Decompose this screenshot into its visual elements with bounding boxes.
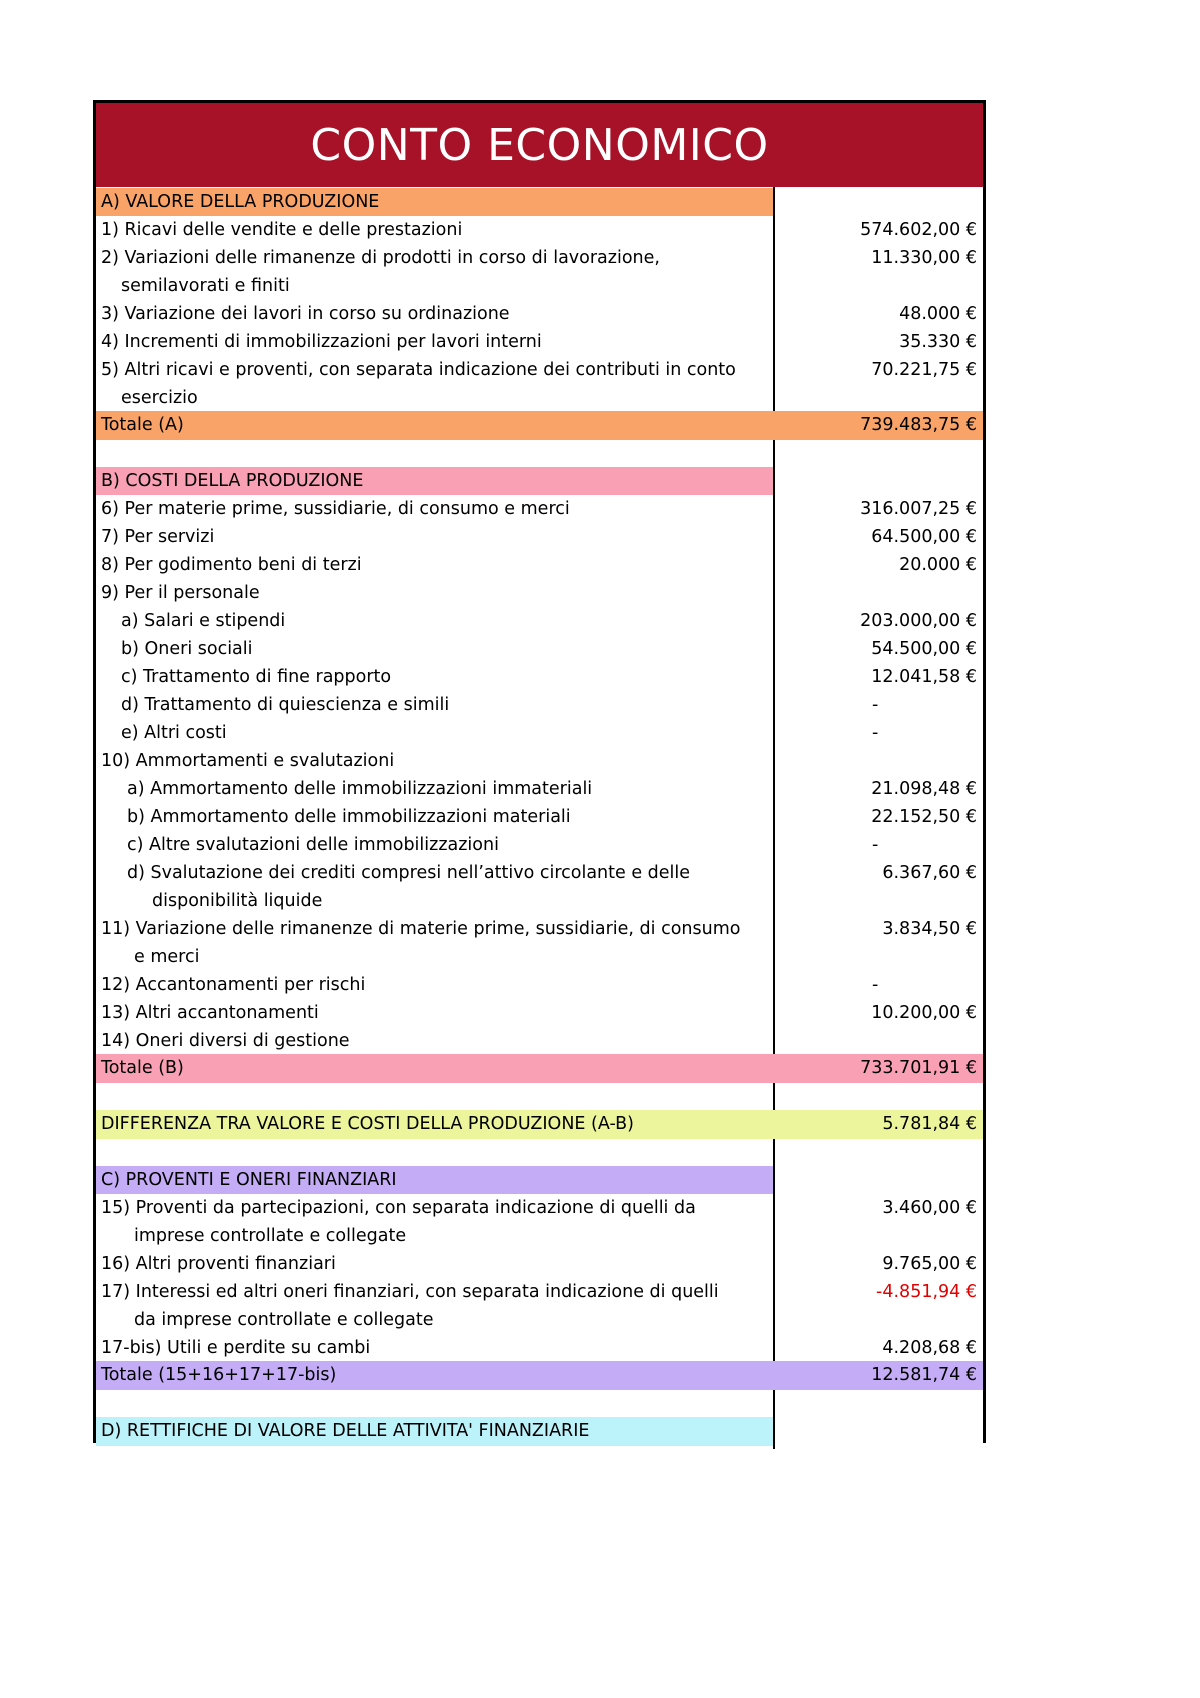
- row-value: -: [872, 695, 879, 715]
- total-c-value: 12.581,74 €: [871, 1365, 977, 1385]
- row-label: 13) Altri accantonamenti: [101, 1003, 319, 1023]
- table-row: [96, 300, 983, 328]
- row-label: e) Altri costi: [121, 723, 227, 743]
- table-row: [96, 1194, 983, 1222]
- row-label-continuation: da imprese controllate e collegate: [134, 1310, 434, 1330]
- table-row: [96, 803, 983, 831]
- row-value: 64.500,00 €: [871, 527, 977, 547]
- row-label-continuation: esercizio: [121, 388, 198, 408]
- row-value: 48.000 €: [899, 304, 977, 324]
- table-row: [96, 971, 983, 999]
- table-row: [96, 663, 983, 691]
- table-row: [96, 719, 983, 747]
- row-value: 21.098,48 €: [871, 779, 977, 799]
- row-value: 12.041,58 €: [871, 667, 977, 687]
- section-a-header: A) VALORE DELLA PRODUZIONE: [96, 188, 773, 216]
- row-label-continuation: e merci: [134, 947, 200, 967]
- section-c-header-row: [96, 1166, 983, 1194]
- table-row: [96, 1278, 983, 1306]
- row-value: 4.208,68 €: [882, 1338, 977, 1358]
- row-label: b) Ammortamento delle immobilizzazioni materiali: [127, 807, 571, 827]
- row-value-negative: -4.851,94 €: [876, 1282, 977, 1302]
- row-label: c) Altre svalutazioni delle immobilizzazioni: [127, 835, 499, 855]
- table-row: [96, 216, 983, 244]
- table-row: [96, 775, 983, 803]
- row-label: 14) Oneri diversi di gestione: [101, 1031, 350, 1051]
- table-row-continuation: [96, 943, 983, 971]
- page-title: CONTO ECONOMICO: [96, 103, 983, 187]
- section-c-header: C) PROVENTI E ONERI FINANZIARI: [96, 1166, 773, 1194]
- section-d-header: D) RETTIFICHE DI VALORE DELLE ATTIVITA' FINANZIARIE: [96, 1417, 773, 1446]
- row-label: 2) Variazioni delle rimanenze di prodotti in corso di lavorazione,: [101, 248, 660, 268]
- table-row-continuation: [96, 272, 983, 300]
- table-row: [96, 635, 983, 663]
- row-label: c) Trattamento di fine rapporto: [121, 667, 392, 687]
- row-value: 574.602,00 €: [860, 220, 977, 240]
- table-row: [96, 915, 983, 943]
- row-value: -: [872, 975, 879, 995]
- section-b-header: B) COSTI DELLA PRODUZIONE: [96, 467, 773, 495]
- table-row: [96, 607, 983, 635]
- row-label-continuation: semilavorati e finiti: [121, 276, 290, 296]
- total-b-value: 733.701,91 €: [860, 1058, 977, 1078]
- row-label: b) Oneri sociali: [121, 639, 253, 659]
- table-row: [96, 328, 983, 356]
- income-statement-table: [93, 100, 986, 1443]
- table-row-continuation: [96, 1306, 983, 1334]
- row-value: 11.330,00 €: [871, 248, 977, 268]
- row-label: 11) Variazione delle rimanenze di materie prime, sussidiarie, di consumo: [101, 919, 741, 939]
- row-label: d) Trattamento di quiescienza e simili: [121, 695, 450, 715]
- row-value: 9.765,00 €: [882, 1254, 977, 1274]
- row-value: 20.000 €: [899, 555, 977, 575]
- table-row-continuation: [96, 887, 983, 915]
- row-label: 3) Variazione dei lavori in corso su ordinazione: [101, 304, 510, 324]
- row-value: 316.007,25 €: [860, 499, 977, 519]
- row-value: 35.330 €: [899, 332, 977, 352]
- row-label-continuation: imprese controllate e collegate: [134, 1226, 407, 1246]
- row-value: 70.221,75 €: [871, 360, 977, 380]
- total-b-row: [96, 1054, 983, 1083]
- total-a-value: 739.483,75 €: [860, 415, 977, 435]
- row-label: d) Svalutazione dei crediti compresi nell’attivo circolante e delle: [127, 863, 691, 883]
- table-row-continuation: [96, 384, 983, 412]
- section-d-header-row: [96, 1417, 983, 1446]
- total-c-label: Totale (15+16+17+17-bis): [101, 1365, 337, 1385]
- section-a-header-row: [96, 188, 983, 216]
- table-row: [96, 691, 983, 719]
- table-row: [96, 244, 983, 272]
- row-label: 5) Altri ricavi e proventi, con separata indicazione dei contributi in conto: [101, 360, 736, 380]
- table-row: [96, 551, 983, 579]
- section-b-header-row: [96, 467, 983, 495]
- table-row: [96, 747, 983, 775]
- row-label: 9) Per il personale: [101, 583, 260, 603]
- row-label: 15) Proventi da partecipazioni, con separata indicazione di quelli da: [101, 1198, 696, 1218]
- row-value: -: [872, 723, 879, 743]
- row-value: 10.200,00 €: [871, 1003, 977, 1023]
- row-value: 3.834,50 €: [882, 919, 977, 939]
- row-label: 17) Interessi ed altri oneri finanziari, con separata indicazione di quelli: [101, 1282, 719, 1302]
- row-label: a) Ammortamento delle immobilizzazioni immateriali: [127, 779, 593, 799]
- table-row: [96, 859, 983, 887]
- row-value: 203.000,00 €: [860, 611, 977, 631]
- table-row-continuation: [96, 1222, 983, 1250]
- row-label: 10) Ammortamenti e svalutazioni: [101, 751, 395, 771]
- difference-label: DIFFERENZA TRA VALORE E COSTI DELLA PRODUZIONE (A-B): [101, 1114, 634, 1134]
- row-value: -: [872, 835, 879, 855]
- total-c-row: [96, 1361, 983, 1390]
- row-value: 22.152,50 €: [871, 807, 977, 827]
- table-row: [96, 831, 983, 859]
- row-value: 6.367,60 €: [882, 863, 977, 883]
- difference-row: [96, 1110, 983, 1139]
- row-label: 7) Per servizi: [101, 527, 215, 547]
- row-label: 6) Per materie prime, sussidiarie, di consumo e merci: [101, 499, 570, 519]
- table-row: [96, 999, 983, 1027]
- total-b-label: Totale (B): [101, 1058, 184, 1078]
- difference-value: 5.781,84 €: [882, 1114, 977, 1134]
- total-a-row: [96, 411, 983, 440]
- row-label-continuation: disponibilità liquide: [152, 891, 323, 911]
- row-value: 3.460,00 €: [882, 1198, 977, 1218]
- table-row: [96, 495, 983, 523]
- table-row: [96, 1250, 983, 1278]
- total-a-label: Totale (A): [101, 415, 184, 435]
- row-label: 4) Incrementi di immobilizzazioni per lavori interni: [101, 332, 542, 352]
- table-row: [96, 1027, 983, 1055]
- table-row: [96, 356, 983, 384]
- row-label: a) Salari e stipendi: [121, 611, 286, 631]
- row-label: 8) Per godimento beni di terzi: [101, 555, 362, 575]
- table-row: [96, 579, 983, 607]
- table-row: [96, 1334, 983, 1362]
- table-row: [96, 523, 983, 551]
- row-label: 16) Altri proventi finanziari: [101, 1254, 336, 1274]
- row-label: 12) Accantonamenti per rischi: [101, 975, 366, 995]
- row-label: 17-bis) Utili e perdite su cambi: [101, 1338, 371, 1358]
- row-value: 54.500,00 €: [871, 639, 977, 659]
- row-label: 1) Ricavi delle vendite e delle prestazioni: [101, 220, 463, 240]
